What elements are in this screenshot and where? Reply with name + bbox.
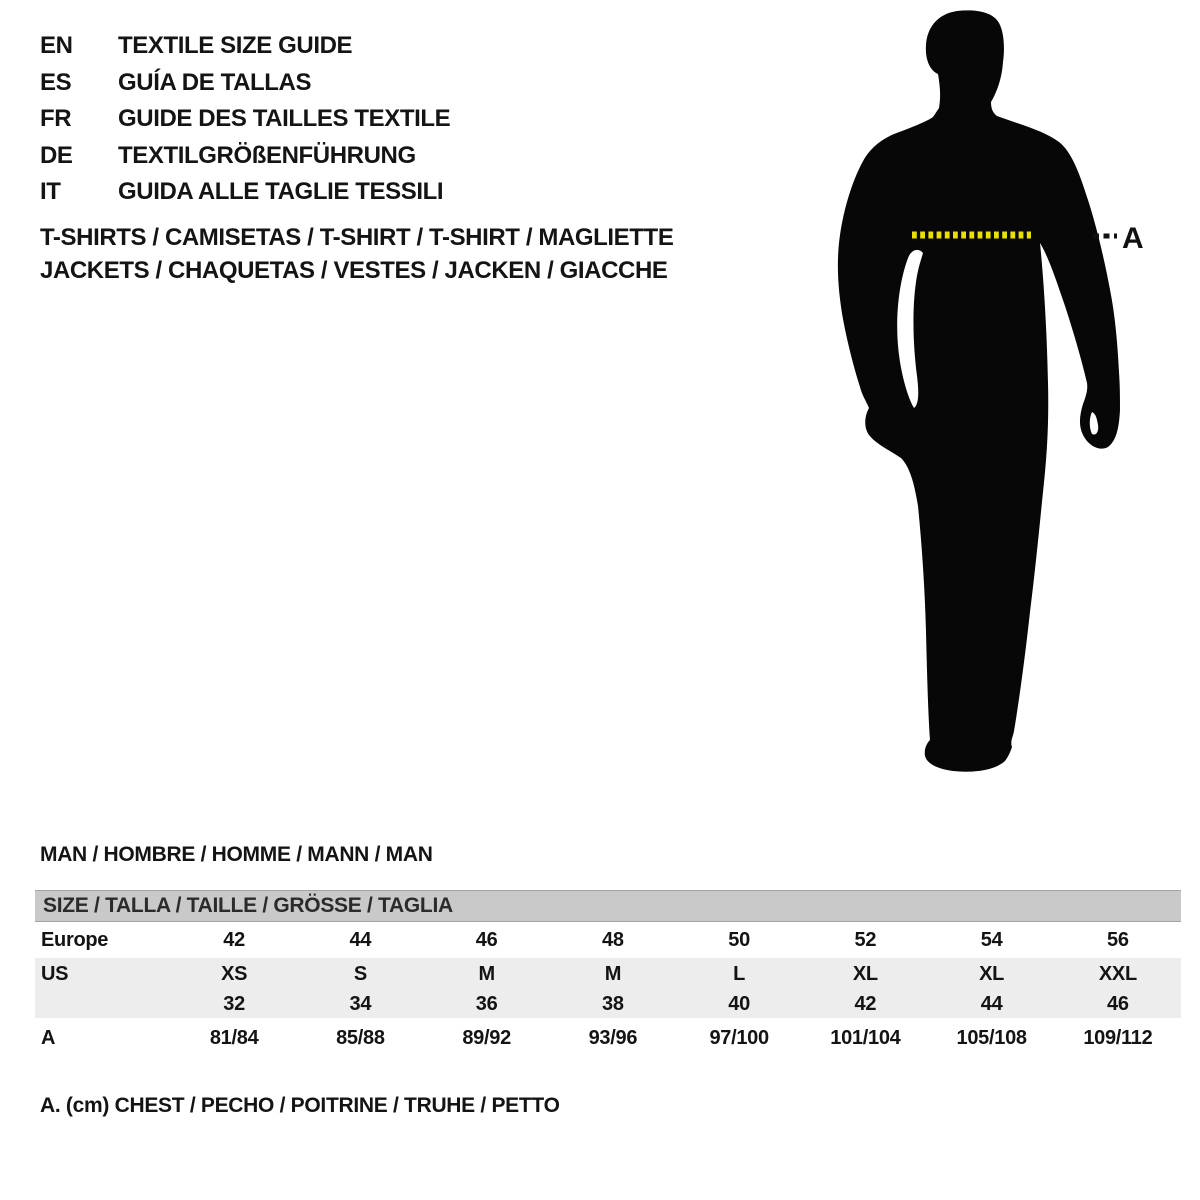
language-code: DE	[40, 141, 73, 169]
category-line: JACKETS / CHAQUETAS / VESTES / JACKEN / GIACCHE	[40, 256, 668, 284]
size-value-cell: 44	[980, 993, 1003, 1015]
size-table-header: SIZE / TALLA / TAILLE / GRÖSSE / TAGLIA	[35, 890, 1181, 922]
language-row-en	[40, 28, 450, 65]
measurement-a-label: A	[1122, 222, 1144, 255]
size-value-cell: 48	[602, 928, 624, 951]
size-value-cell: XL	[979, 963, 1005, 985]
size-table	[35, 890, 1181, 1059]
language-code: FR	[40, 105, 72, 132]
section-heading: MAN / HOMBRE / HOMME / MANN / MAN	[40, 843, 433, 866]
size-value-cell: 97/100	[709, 1027, 769, 1049]
size-value-cell: 89/92	[462, 1027, 511, 1049]
size-value-cell: M	[478, 963, 495, 985]
size-value-cell: 50	[728, 928, 750, 951]
language-guide	[40, 28, 450, 211]
size-value-cell: L	[733, 963, 746, 985]
size-value-cell: XS	[221, 963, 248, 985]
size-value-cell: 56	[1107, 928, 1129, 951]
size-value-cell: 52	[854, 928, 877, 951]
language-title: TEXTILE SIZE GUIDE	[118, 32, 353, 59]
table-row	[35, 991, 1181, 1018]
size-value-cell: XL	[852, 963, 878, 985]
measurement-legend: A. (cm) CHEST / PECHO / POITRINE / TRUHE / PETTO	[40, 1094, 560, 1117]
language-title: GUIDE DES TAILLES TEXTILE	[118, 105, 451, 132]
man-silhouette	[820, 0, 1200, 800]
size-value-cell: 105/108	[956, 1027, 1027, 1049]
language-row-it	[40, 174, 450, 211]
row-label-cell: A	[41, 1027, 56, 1049]
size-value-cell: 46	[1107, 993, 1129, 1015]
language-code: ES	[40, 68, 72, 96]
language-row-fr	[40, 101, 450, 138]
size-value-cell: 85/88	[336, 1027, 385, 1049]
size-value-cell: 34	[349, 993, 372, 1015]
language-row-de	[40, 138, 450, 175]
size-value-cell: 42	[854, 993, 877, 1015]
size-table-grid	[35, 922, 1181, 1059]
table-row	[35, 958, 1181, 991]
table-row	[35, 1018, 1181, 1059]
row-label-cell: Europe	[41, 928, 109, 951]
silhouette-path	[838, 10, 1120, 771]
language-title: TEXTILGRÖßENFÜHRUNG	[118, 141, 416, 169]
category-line: T-SHIRTS / CAMISETAS / T-SHIRT / T-SHIRT / MAGLIETTE	[40, 224, 674, 251]
size-value-cell: 32	[223, 993, 245, 1015]
row-label-cell	[35, 991, 171, 1018]
size-value-cell: 81/84	[209, 1027, 259, 1049]
size-value-cell: 46	[475, 928, 498, 951]
size-value-cell: 101/104	[830, 1027, 901, 1049]
size-value-cell: M	[604, 963, 622, 985]
size-value-cell: S	[353, 963, 367, 985]
language-code: EN	[40, 32, 73, 59]
language-code: IT	[40, 178, 61, 205]
category-list	[40, 222, 673, 287]
size-table-body	[35, 922, 1181, 1059]
size-value-cell: 109/112	[1083, 1027, 1153, 1049]
language-title: GUIDA ALLE TAGLIE TESSILI	[118, 178, 444, 205]
size-value-cell: 93/96	[588, 1027, 638, 1049]
size-value-cell: 36	[475, 993, 498, 1015]
size-value-cell: 44	[349, 928, 372, 951]
language-title: GUÍA DE TALLAS	[118, 68, 312, 96]
size-value-cell: 38	[602, 993, 624, 1015]
table-row	[35, 922, 1181, 958]
size-value-cell: 42	[223, 928, 245, 951]
language-row-es	[40, 65, 450, 102]
size-value-cell: XXL	[1098, 963, 1137, 985]
size-value-cell: 54	[980, 928, 1003, 951]
row-label-cell: US	[41, 963, 69, 985]
size-value-cell: 40	[728, 993, 750, 1015]
